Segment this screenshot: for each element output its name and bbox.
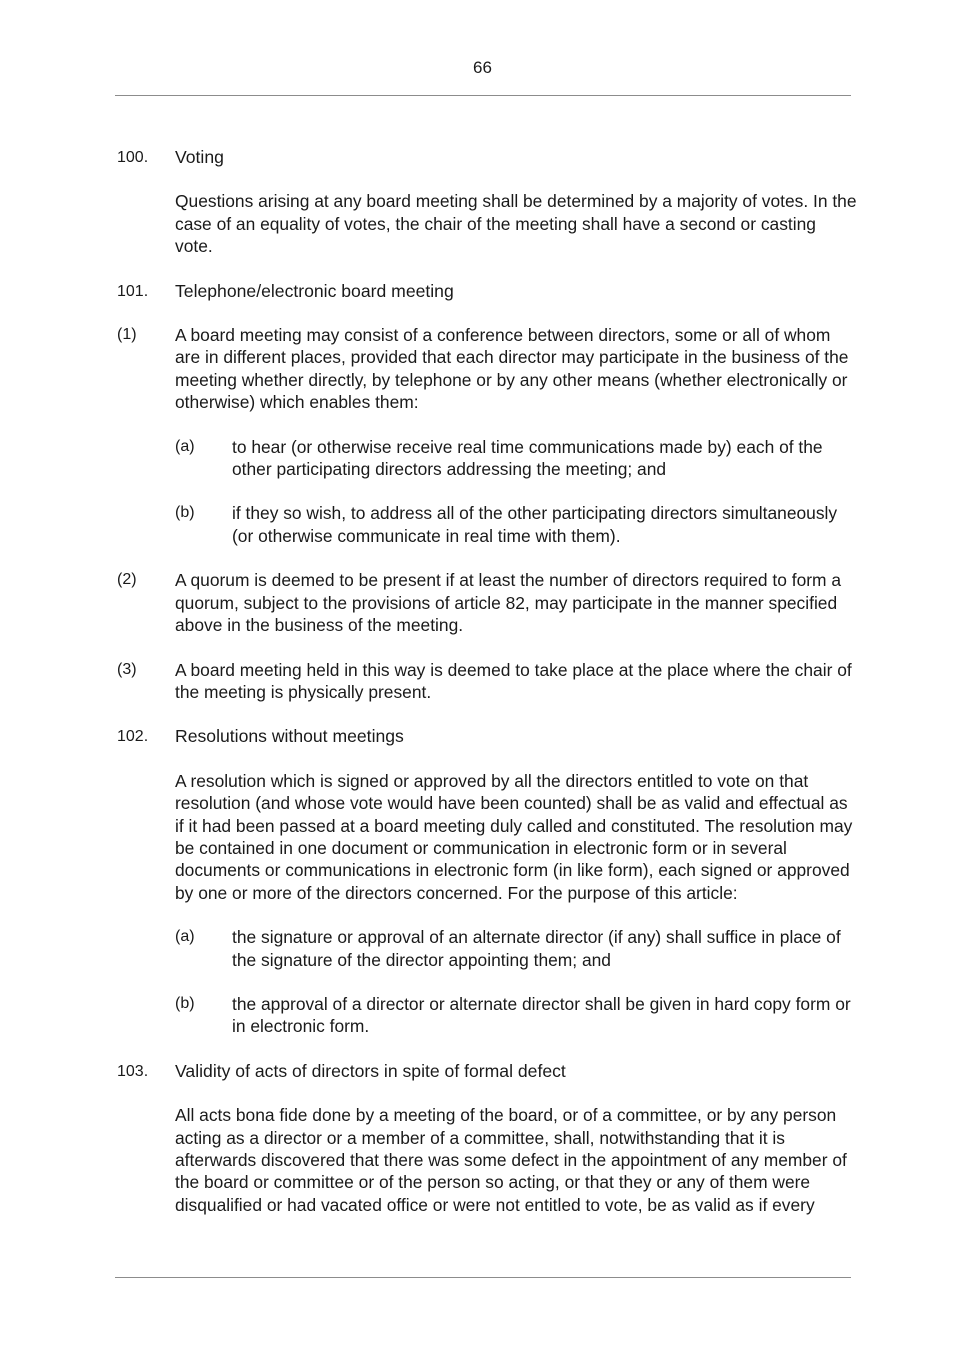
article-number: 101. bbox=[117, 282, 149, 300]
article-102-body bbox=[117, 770, 857, 904]
paragraph-number: (2) bbox=[117, 571, 137, 589]
article-101-heading bbox=[117, 280, 857, 302]
article-title: Voting bbox=[175, 147, 224, 167]
paragraph-text: A quorum is deemed to be present if at least the number of directors required to form a quorum, subject to the provisions of article 82, may participate in the manner specified above in the business of the meeting. bbox=[175, 570, 842, 636]
article-number: 102. bbox=[117, 728, 149, 746]
article-101-para-2 bbox=[117, 569, 857, 636]
article-102-sub-a bbox=[117, 926, 857, 971]
paragraph-number: (1) bbox=[117, 326, 137, 344]
paragraph-text: All acts bona fide done by a meeting of the board, or of a committee, or by any person acting as a director or a member of a committee, shall, notwithstanding that it is afterwards discovered that there was some defect in the appointment of any member of the board or committee or of the person so acting, or that they or any of them were disqualified or had vacated office or were not entitled to vote, be as valid as if every bbox=[175, 1105, 847, 1215]
page-number: 66 bbox=[473, 58, 492, 77]
article-103-body bbox=[117, 1104, 857, 1216]
sub-paragraph-text: to hear (or otherwise receive real time communications made by) each of the other participating directors addressing the meeting; and bbox=[232, 436, 823, 480]
sub-paragraph-text: the signature or approval of an alternate director (if any) shall suffice in place of the signature of the director appointing them; and bbox=[232, 927, 841, 970]
paragraph-text: A board meeting held in this way is deemed to take place at the place where the chair of the meeting is physically present. bbox=[175, 659, 852, 702]
article-102-heading bbox=[117, 725, 857, 747]
footer-divider bbox=[115, 1277, 851, 1278]
article-title: Resolutions without meetings bbox=[175, 726, 404, 747]
article-101-sub-b bbox=[117, 502, 857, 547]
article-103-heading bbox=[117, 1060, 857, 1082]
sub-paragraph-letter: (a) bbox=[175, 928, 195, 946]
article-101-sub-a bbox=[117, 436, 857, 481]
sub-paragraph-letter: (b) bbox=[175, 994, 195, 1012]
article-100-heading bbox=[117, 146, 857, 168]
article-100-body bbox=[117, 190, 857, 257]
article-number: 103. bbox=[117, 1062, 149, 1080]
sub-paragraph-letter: (a) bbox=[175, 437, 195, 455]
paragraph-number: (3) bbox=[117, 660, 137, 678]
paragraph-text: Questions arising at any board meeting shall be determined by a majority of votes. In the case of an equality of votes, the chair of the meeting shall have a second or casting vote. bbox=[175, 191, 857, 257]
article-title: Validity of acts of directors in spite of formal defect bbox=[175, 1060, 566, 1081]
article-101-para-1 bbox=[117, 324, 857, 414]
sub-paragraph-text: if they so wish, to address all of the other participating directors simultaneously (or otherwise communicate in real time with them). bbox=[232, 503, 838, 546]
document-body bbox=[117, 146, 857, 1238]
article-number: 100. bbox=[117, 149, 149, 166]
sub-paragraph-letter: (b) bbox=[175, 504, 195, 522]
article-101-para-3 bbox=[117, 659, 857, 704]
article-title: Telephone/electronic board meeting bbox=[175, 280, 454, 301]
paragraph-text: A board meeting may consist of a conference between directors, some or all of whom are in different places, provided that each director may participate in the business of the meeting whether directly, by telephone or by any other means (whether electronically or otherwise) which enables them: bbox=[175, 325, 849, 413]
header-divider bbox=[115, 95, 851, 96]
sub-paragraph-text: the approval of a director or alternate director shall be given in hard copy form or in electronic form. bbox=[232, 993, 851, 1037]
paragraph-text: A resolution which is signed or approved by all the directors entitled to vote on that resolution (and whose vote would have been counted) shall be as valid and effectual as if it had been passed at a board meeting duly called and constituted. The resolution may be contained in one document or communication in electronic form or in several documents or communications in electronic form (in like form), each signed or approved by one or more of the directors concerned. For the purpose of this article: bbox=[175, 770, 853, 903]
article-102-sub-b bbox=[117, 993, 857, 1038]
